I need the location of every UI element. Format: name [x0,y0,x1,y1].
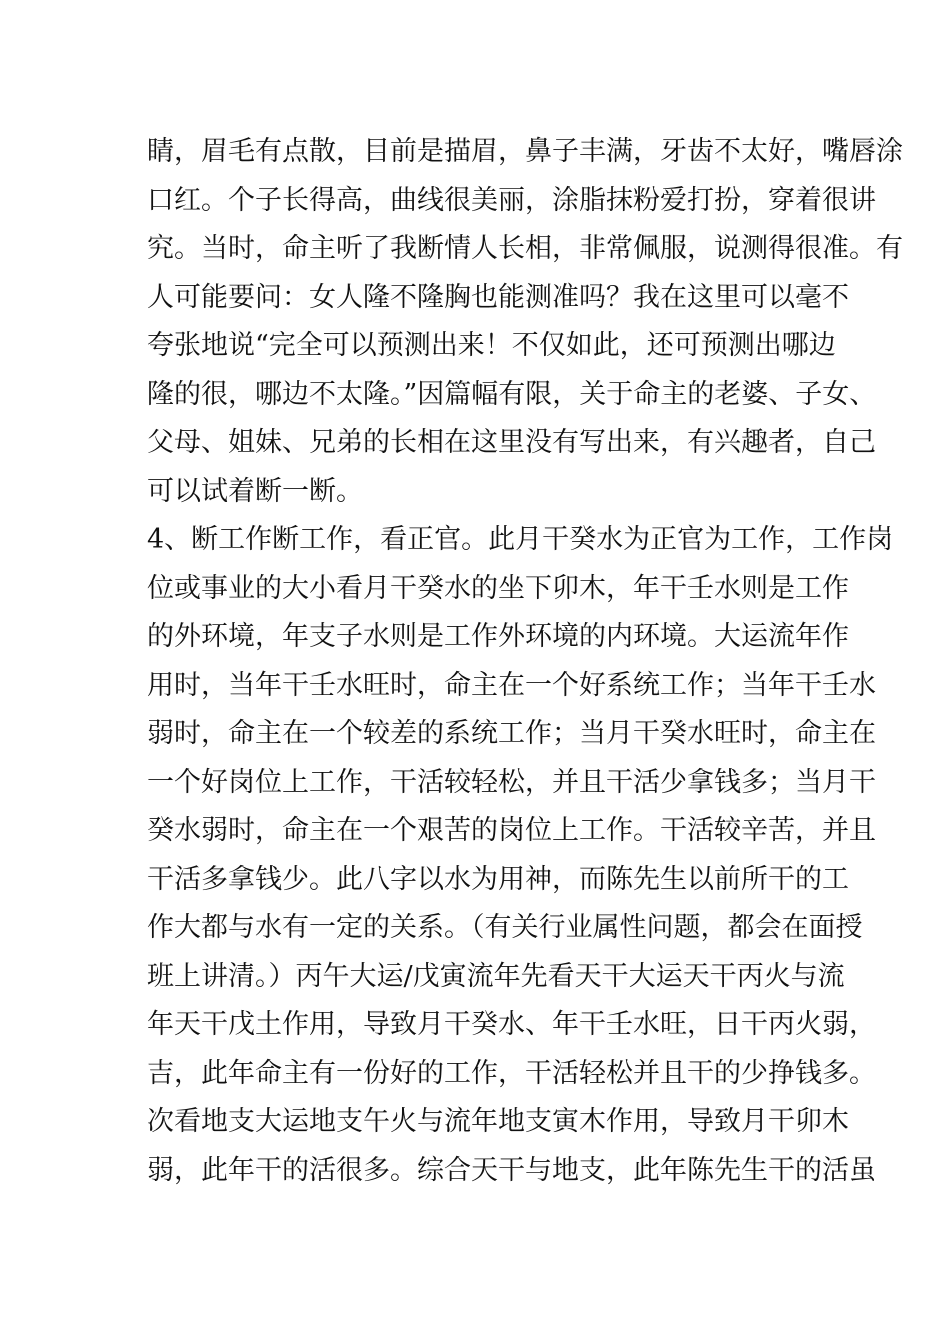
text-line: 隆的很，哪边不太隆。”因篇幅有限，关于命主的老婆、子女、 [147,378,877,410]
text-line: 弱，此年干的活很多。综合天干与地支，此年陈先生干的活虽 [147,1154,876,1186]
text-line: 用时，当年干壬水旺时，命主在一个好系统工作；当年干壬水 [147,669,876,701]
text-line: 夸张地说“完全可以预测出来！不仅如此，还可预测出哪边 [147,330,836,361]
text-line: 人可能要问：女人隆不隆胸也能测准吗？我在这里可以毫不 [147,281,849,313]
text-line: 年天干戊土作用，导致月干癸水、年干壬水旺，日干丙火弱， [147,1009,876,1040]
text-line: 4、断工作断工作，看正官。此月干癸水为正官为工作，工作岗 [147,524,894,555]
text-line: 作大都与水有一定的关系。（有关行业属性问题，都会在面授 [147,912,863,943]
text-line: 班上讲清。）丙午大运/戊寅流年先看天干大运天干丙火与流 [147,960,845,992]
text-line: 究。当时，命主听了我断情人长相，非常佩服，说测得很准。有 [147,233,903,264]
paragraph-end-line: 可以试着断一断。 [147,475,363,507]
text-line: 次看地支大运地支午火与流年地支寅木作用，导致月干卯木 [147,1106,849,1137]
text-line: 睛，眉毛有点散，目前是描眉，鼻子丰满，牙齿不太好，嘴唇涂 [147,136,903,167]
text-line: 吉，此年命主有一份好的工作，干活轻松并且干的少挣钱多。 [147,1057,876,1089]
text-line: 位或事业的大小看月干癸水的坐下卯木，年干壬水则是工作 [147,572,849,604]
text-line: 父母、姐妹、兄弟的长相在这里没有写出来，有兴趣者，自己 [147,427,876,458]
text-line: 口红。个子长得高，曲线很美丽，涂脂抹粉爱打扮，穿着很讲 [147,184,876,216]
text-line: 癸水弱时，命主在一个艰苦的岗位上工作。干活较辛苦，并且 [147,815,876,846]
body-text [147,128,903,1195]
text-line: 一个好岗位上工作，干活较轻松，并且干活少拿钱多；当月干 [147,766,876,798]
text-line: 干活多拿钱少。此八字以水为用神，而陈先生以前所干的工 [147,863,849,895]
text-line: 的外环境，年支子水则是工作外环境的内环境。大运流年作 [147,621,849,652]
text-line: 弱时，命主在一个较差的系统工作；当月干癸水旺时，命主在 [147,718,876,749]
